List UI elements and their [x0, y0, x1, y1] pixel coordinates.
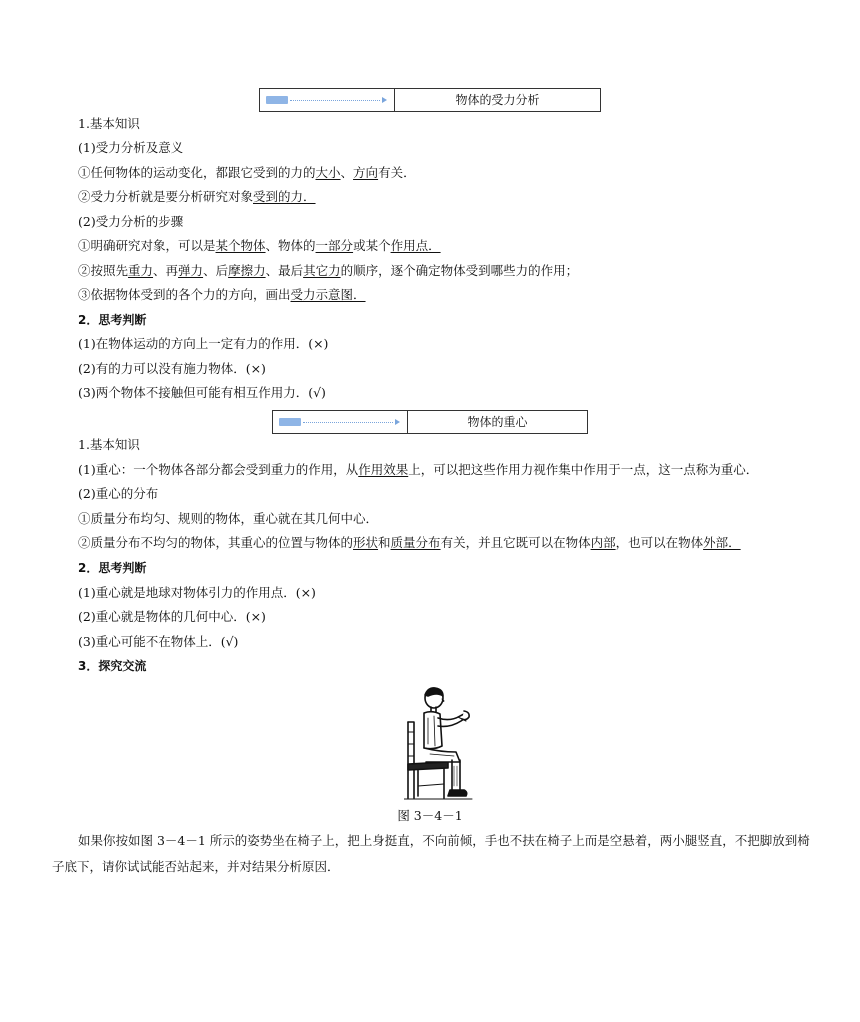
- heading-judgement: 2．思考判断: [78, 313, 147, 327]
- text: ②受力分析就是要分析研究对象: [78, 189, 254, 204]
- text: 或某个: [353, 238, 391, 253]
- underlined-term: 摩擦力: [228, 263, 266, 278]
- subheading-distribution: (2)重心的分布: [78, 486, 159, 501]
- tag-icon: [266, 96, 288, 104]
- heading-basic-knowledge: 1.基本知识: [78, 437, 140, 452]
- text: 的顺序，逐个确定物体受到哪些力的作用；: [340, 263, 579, 278]
- section-title: 物体的受力分析: [455, 93, 540, 107]
- underlined-term: 内部: [590, 535, 616, 550]
- underlined-term: 重力: [128, 263, 154, 278]
- text-line: [78, 262, 578, 280]
- subheading-steps: (2)受力分析的步骤: [78, 214, 184, 229]
- underlined-term: 质量分布: [390, 535, 441, 550]
- underlined-term: 形状: [353, 535, 379, 550]
- underlined-term: 其它力: [303, 263, 341, 278]
- underlined-term: 一部分: [315, 238, 354, 253]
- header-tag-area: [260, 89, 395, 111]
- text: 、物体的: [265, 238, 316, 253]
- underlined-term: 受力示意图．: [290, 287, 366, 302]
- subheading-meaning: (1)受力分析及意义: [78, 140, 184, 155]
- text: 、后: [203, 263, 229, 278]
- text: 有关．: [378, 165, 416, 180]
- text: (1)重心：一个物体各部分都会受到重力的作用，从: [78, 462, 359, 477]
- judgement-item: (3)两个物体不接触但可能有相互作用力．(√): [78, 385, 326, 400]
- heading-judgement: 2．思考判断: [78, 561, 147, 575]
- text: ③依据物体受到的各个力的方向，画出: [78, 287, 291, 302]
- text: 有关，并且它既可以在物体: [440, 535, 591, 550]
- heading-explore: 3．探究交流: [78, 659, 147, 673]
- section-header-center-of-gravity: [272, 410, 588, 434]
- judgement-item: (1)在物体运动的方向上一定有力的作用．(×): [78, 336, 329, 351]
- section-title: 物体的重心: [467, 415, 528, 429]
- text: ①任何物体的运动变化，都跟它受到的力的: [78, 165, 316, 180]
- figure-caption: 图 3－4－1: [397, 808, 463, 823]
- underlined-term: 作用点．: [390, 238, 441, 253]
- underlined-term: 弹力: [178, 263, 204, 278]
- section-header-force-analysis: [259, 88, 601, 112]
- underlined-term: 大小: [315, 165, 341, 180]
- judgement-item: (1)重心就是地球对物体引力的作用点．(×): [78, 585, 316, 600]
- judgement-item: (2)有的力可以没有施力物体．(×): [78, 361, 266, 376]
- text: 、: [340, 165, 354, 180]
- exploration-paragraph: 如果你按如图 3－4－1 所示的姿势坐在椅子上，把上身挺直，不向前倾，手也不扶在椅子上而是空悬着，两小腿竖直，不把脚放到椅子底下，请你试试能否站起来，并对结果分析原因．: [52, 833, 810, 874]
- heading-basic-knowledge: 1.基本知识: [78, 116, 140, 131]
- text: 上，可以把这些作用力视作集中作用于一点，这一点称为重心．: [408, 462, 759, 477]
- text-line: [78, 237, 441, 255]
- text-line: [78, 534, 741, 552]
- text: 、最后: [265, 263, 304, 278]
- text-line: [78, 461, 758, 479]
- header-tag-area: [273, 411, 408, 433]
- underlined-term: 某个物体: [215, 238, 266, 253]
- text: ②按照先: [78, 263, 129, 278]
- arrow-icon: [382, 97, 387, 103]
- underlined-term: 外部．: [703, 535, 741, 550]
- figure-seated-person-illustration: [404, 686, 474, 802]
- text-line: [78, 164, 416, 182]
- judgement-item: (3)重心可能不在物体上．(√): [78, 634, 239, 649]
- text: 、再: [153, 263, 179, 278]
- text: ①明确研究对象，可以是: [78, 238, 216, 253]
- underlined-term: 方向: [353, 165, 379, 180]
- tag-icon: [279, 418, 301, 426]
- text: ，也可以在物体: [615, 535, 704, 550]
- text: 和: [378, 535, 391, 550]
- text-line: [78, 286, 366, 304]
- text-line: ①质量分布均匀、规则的物体，重心就在其几何中心．: [78, 511, 379, 526]
- dotted-line: [290, 100, 380, 101]
- text: ②质量分布不均匀的物体，其重心的位置与物体的: [78, 535, 354, 550]
- arrow-icon: [395, 419, 400, 425]
- dotted-line: [303, 422, 393, 423]
- underlined-term: 受到的力．: [253, 189, 316, 204]
- underlined-term: 作用效果: [358, 462, 409, 477]
- text-line: [78, 188, 316, 206]
- judgement-item: (2)重心就是物体的几何中心．(×): [78, 609, 266, 624]
